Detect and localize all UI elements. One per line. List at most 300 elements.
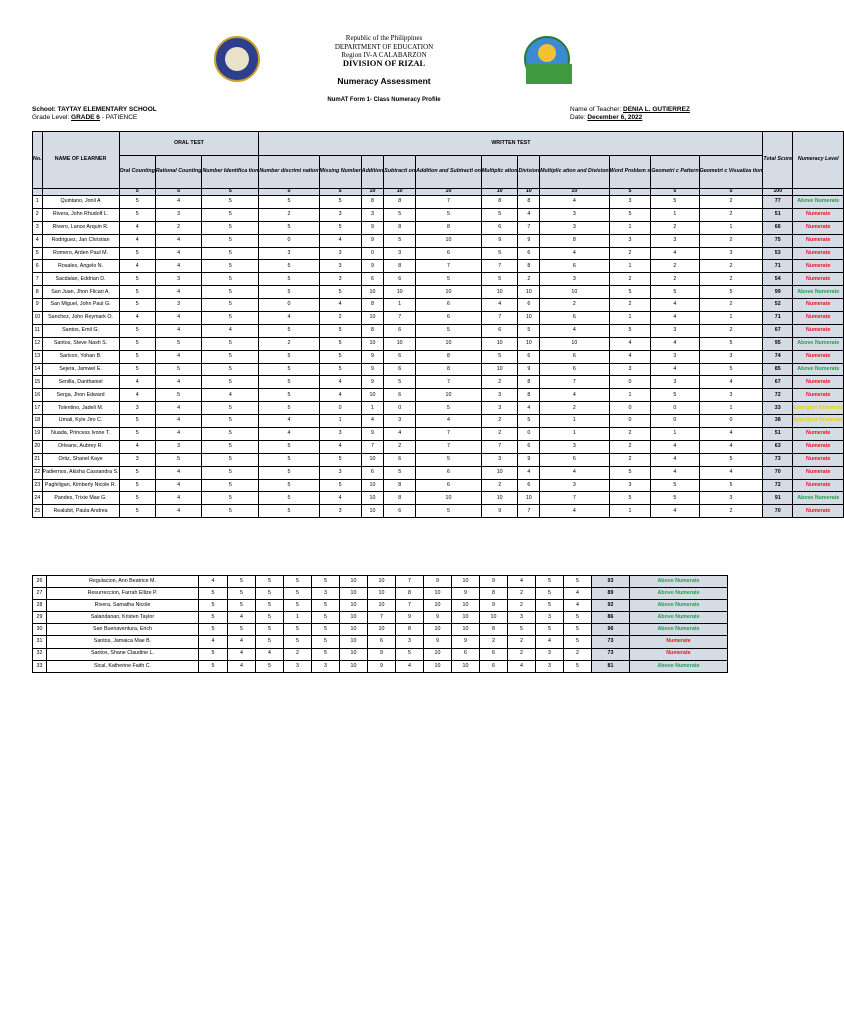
score-cell: 4 xyxy=(202,324,259,337)
total-score: 72 xyxy=(763,479,793,492)
score-cell: 5 xyxy=(256,588,284,600)
score-cell: 10 xyxy=(452,624,480,636)
max-score: 5 xyxy=(259,189,319,196)
score-cell: 5 xyxy=(536,576,564,588)
learner-no: 33 xyxy=(33,660,47,672)
score-cell: 2 xyxy=(609,299,651,312)
score-cell: 7 xyxy=(416,376,482,389)
score-cell: 4 xyxy=(119,234,155,247)
learner-name: Santos, Emil G. xyxy=(42,324,119,337)
total-score: 86 xyxy=(592,612,630,624)
learner-name: Rosales, Angelo N. xyxy=(42,260,119,273)
subtest-header: Number Identifica tion xyxy=(202,156,259,189)
total-score: 81 xyxy=(592,660,630,672)
score-cell: 2 xyxy=(259,337,319,350)
table-row xyxy=(33,576,728,588)
score-cell: 1 xyxy=(609,312,651,325)
score-cell: 4 xyxy=(518,208,540,221)
score-cell: 10 xyxy=(340,576,368,588)
score-cell: 2 xyxy=(481,415,518,428)
score-cell: 4 xyxy=(119,440,155,453)
score-cell: 10 xyxy=(518,337,540,350)
total-score: 72 xyxy=(763,389,793,402)
subtest-header: Geometri c Visualiza tion xyxy=(699,156,763,189)
score-cell: 5 xyxy=(119,337,155,350)
score-cell: 8 xyxy=(384,260,416,273)
score-cell: 4 xyxy=(651,299,699,312)
score-cell: 2 xyxy=(609,440,651,453)
learner-no: 9 xyxy=(33,299,43,312)
learner-no: 3 xyxy=(33,221,43,234)
score-cell: 10 xyxy=(361,337,383,350)
table-row xyxy=(33,247,844,260)
score-cell: 5 xyxy=(416,505,482,518)
table-row xyxy=(33,466,844,479)
numeracy-level: Numerate xyxy=(793,505,844,518)
score-cell: 5 xyxy=(202,402,259,415)
score-cell: 9 xyxy=(452,636,480,648)
score-cell: 4 xyxy=(119,389,155,402)
score-cell: 10 xyxy=(518,492,540,505)
score-cell: 4 xyxy=(540,247,610,260)
score-cell: 6 xyxy=(481,221,518,234)
score-cell: 5 xyxy=(319,479,361,492)
col-name-header: NAME OF LEARNER xyxy=(42,132,119,189)
score-cell: 5 xyxy=(202,492,259,505)
total-score-header: Total Score xyxy=(763,132,793,189)
score-cell: 5 xyxy=(416,453,482,466)
score-cell: 10 xyxy=(481,363,518,376)
score-cell: 5 xyxy=(119,363,155,376)
score-cell: 4 xyxy=(155,286,202,299)
page-title: Numeracy Assessment xyxy=(337,76,431,86)
score-cell: 5 xyxy=(284,576,312,588)
score-cell: 6 xyxy=(540,363,610,376)
score-cell: 8 xyxy=(396,624,424,636)
oral-test-header: ORAL TEST xyxy=(119,132,259,156)
score-cell: 5 xyxy=(699,479,763,492)
score-cell: 10 xyxy=(452,600,480,612)
score-cell: 5 xyxy=(202,376,259,389)
numeracy-level: Numerate xyxy=(793,208,844,221)
score-cell: 9 xyxy=(424,636,452,648)
score-cell: 9 xyxy=(481,234,518,247)
score-cell: 6 xyxy=(540,260,610,273)
learner-name: Sanchez, John Reymark O. xyxy=(42,312,119,325)
score-cell: 5 xyxy=(202,337,259,350)
subtest-header: Missing Number xyxy=(319,156,361,189)
score-cell: 4 xyxy=(609,350,651,363)
score-cell: 5 xyxy=(312,636,340,648)
score-cell: 5 xyxy=(199,624,228,636)
score-cell: 8 xyxy=(416,363,482,376)
score-cell: 4 xyxy=(481,299,518,312)
score-cell: 5 xyxy=(259,492,319,505)
learner-name: Pandes, Trixie Mae G. xyxy=(42,492,119,505)
score-cell: 1 xyxy=(384,299,416,312)
score-cell: 5 xyxy=(312,612,340,624)
numeracy-level: Numerate xyxy=(793,389,844,402)
score-cell: 6 xyxy=(518,299,540,312)
score-cell: 5 xyxy=(536,624,564,636)
table-row xyxy=(33,600,728,612)
score-cell: 0 xyxy=(384,402,416,415)
score-cell: 5 xyxy=(564,576,592,588)
numeracy-level: Above Numerate xyxy=(793,196,844,209)
table-row xyxy=(33,660,728,672)
score-cell: 4 xyxy=(564,588,592,600)
score-cell: 6 xyxy=(416,479,482,492)
learner-name: Senilla, Danthaniel xyxy=(42,376,119,389)
score-cell: 4 xyxy=(540,196,610,209)
score-cell: 3 xyxy=(536,660,564,672)
score-cell: 6 xyxy=(480,648,508,660)
score-cell: 4 xyxy=(651,312,699,325)
score-cell: 7 xyxy=(416,428,482,441)
learner-name: Padiernos, Akisha Cassandra S. xyxy=(42,466,119,479)
score-cell: 4 xyxy=(564,600,592,612)
score-cell: 6 xyxy=(416,299,482,312)
learner-no: 25 xyxy=(33,505,43,518)
score-cell: 3 xyxy=(259,247,319,260)
score-cell: 4 xyxy=(155,505,202,518)
max-blank xyxy=(33,189,43,196)
score-cell: 4 xyxy=(384,428,416,441)
score-cell: 10 xyxy=(424,648,452,660)
numeracy-level: Above Numerate xyxy=(793,337,844,350)
score-cell: 4 xyxy=(256,648,284,660)
learner-no: 2 xyxy=(33,208,43,221)
score-cell: 2 xyxy=(609,428,651,441)
score-cell: 10 xyxy=(384,286,416,299)
score-cell: 3 xyxy=(384,415,416,428)
score-cell: 3 xyxy=(699,492,763,505)
score-cell: 5 xyxy=(416,402,482,415)
score-cell: 4 xyxy=(155,376,202,389)
score-cell: 10 xyxy=(368,576,396,588)
score-cell: 1 xyxy=(699,221,763,234)
total-score: 63 xyxy=(763,440,793,453)
learner-no: 5 xyxy=(33,247,43,260)
score-cell: 2 xyxy=(508,588,536,600)
score-cell: 5 xyxy=(119,415,155,428)
score-cell: 7 xyxy=(368,612,396,624)
score-cell: 1 xyxy=(540,415,610,428)
score-cell: 2 xyxy=(699,208,763,221)
score-cell: 5 xyxy=(564,636,592,648)
score-cell: 3 xyxy=(536,648,564,660)
score-cell: 7 xyxy=(396,600,424,612)
learner-name: Realubit, Paula Andrea xyxy=(42,505,119,518)
learner-no: 11 xyxy=(33,324,43,337)
score-cell: 5 xyxy=(564,624,592,636)
score-cell: 3 xyxy=(536,612,564,624)
score-cell: 4 xyxy=(651,363,699,376)
table-row xyxy=(33,350,844,363)
total-score: 51 xyxy=(763,208,793,221)
score-cell: 5 xyxy=(651,492,699,505)
numeracy-level: Numerate xyxy=(793,234,844,247)
numeracy-level: Above Numerate xyxy=(630,576,728,588)
score-cell: 5 xyxy=(259,479,319,492)
score-cell: 5 xyxy=(259,402,319,415)
score-cell: 0 xyxy=(361,247,383,260)
score-cell: 5 xyxy=(228,624,256,636)
score-cell: 10 xyxy=(481,286,518,299)
learner-no: 28 xyxy=(33,600,47,612)
table-row xyxy=(33,312,844,325)
score-cell: 10 xyxy=(361,492,383,505)
score-cell: 5 xyxy=(319,453,361,466)
score-cell: 4 xyxy=(228,636,256,648)
score-cell: 5 xyxy=(319,324,361,337)
numeracy-profile-table-continued xyxy=(32,575,728,673)
teacher-value: DENIA L. GUTIERREZ xyxy=(623,106,690,113)
subtest-header: Subtracti on xyxy=(384,156,416,189)
score-cell: 4 xyxy=(609,337,651,350)
table-row xyxy=(33,428,844,441)
learner-name: San Juan, Jhon Flicari A. xyxy=(42,286,119,299)
score-cell: 5 xyxy=(119,273,155,286)
score-cell: 10 xyxy=(340,660,368,672)
score-cell: 10 xyxy=(368,624,396,636)
score-cell: 4 xyxy=(536,636,564,648)
score-cell: 0 xyxy=(651,402,699,415)
subtest-header: Addition xyxy=(361,156,383,189)
score-cell: 4 xyxy=(319,234,361,247)
score-cell: 10 xyxy=(452,612,480,624)
score-cell: 2 xyxy=(651,221,699,234)
learner-no: 26 xyxy=(33,576,47,588)
max-score: 10 xyxy=(361,189,383,196)
score-cell: 2 xyxy=(540,402,610,415)
score-cell: 3 xyxy=(651,350,699,363)
total-score: 38 xyxy=(763,415,793,428)
learner-no: 29 xyxy=(33,612,47,624)
score-cell: 5 xyxy=(536,588,564,600)
score-cell: 8 xyxy=(540,234,610,247)
score-cell: 6 xyxy=(540,312,610,325)
table-row xyxy=(33,260,844,273)
learner-name: Sical, Katherine Faith C. xyxy=(47,660,199,672)
score-cell: 3 xyxy=(119,453,155,466)
score-cell: 9 xyxy=(518,453,540,466)
numeracy-level: Emergent Numerate xyxy=(793,402,844,415)
score-cell: 2 xyxy=(699,505,763,518)
score-cell: 9 xyxy=(361,363,383,376)
score-cell: 0 xyxy=(609,415,651,428)
score-cell: 5 xyxy=(202,196,259,209)
score-cell: 5 xyxy=(312,648,340,660)
score-cell: 3 xyxy=(609,234,651,247)
score-cell: 5 xyxy=(609,286,651,299)
learner-no: 14 xyxy=(33,363,43,376)
score-cell: 5 xyxy=(518,415,540,428)
total-score: 73 xyxy=(592,636,630,648)
score-cell: 5 xyxy=(481,350,518,363)
score-cell: 0 xyxy=(609,376,651,389)
score-cell: 6 xyxy=(416,247,482,260)
table-row xyxy=(33,324,844,337)
score-cell: 2 xyxy=(284,648,312,660)
subtest-header: Multiplic ation and Division xyxy=(540,156,610,189)
score-cell: 9 xyxy=(518,234,540,247)
learner-no: 19 xyxy=(33,428,43,441)
score-cell: 2 xyxy=(609,453,651,466)
total-score: 51 xyxy=(763,428,793,441)
score-cell: 4 xyxy=(155,466,202,479)
max-score: 5 xyxy=(202,189,259,196)
score-cell: 3 xyxy=(155,208,202,221)
score-cell: 8 xyxy=(416,221,482,234)
numeracy-level: Above Numerate xyxy=(630,624,728,636)
score-cell: 2 xyxy=(481,376,518,389)
score-cell: 6 xyxy=(384,389,416,402)
score-cell: 7 xyxy=(396,576,424,588)
score-cell: 1 xyxy=(699,312,763,325)
score-cell: 10 xyxy=(481,466,518,479)
score-cell: 5 xyxy=(119,324,155,337)
table-row xyxy=(33,221,844,234)
score-cell: 4 xyxy=(651,247,699,260)
table-row xyxy=(33,196,844,209)
table-row xyxy=(33,337,844,350)
score-cell: 2 xyxy=(609,247,651,260)
score-cell: 5 xyxy=(199,600,228,612)
score-cell: 9 xyxy=(481,505,518,518)
score-cell: 3 xyxy=(651,324,699,337)
score-cell: 5 xyxy=(284,588,312,600)
score-cell: 5 xyxy=(319,363,361,376)
numeracy-level: Numerate xyxy=(793,428,844,441)
subtest-header: Number discrimi nation xyxy=(259,156,319,189)
score-cell: 6 xyxy=(518,440,540,453)
date-label: Date: xyxy=(570,114,586,121)
score-cell: 5 xyxy=(699,286,763,299)
score-cell: 4 xyxy=(416,415,482,428)
table-row xyxy=(33,440,844,453)
score-cell: 0 xyxy=(319,402,361,415)
score-cell: 5 xyxy=(259,350,319,363)
numeracy-level: Above Numerate xyxy=(630,660,728,672)
learner-name: Umali, Kyle Jiro C. xyxy=(42,415,119,428)
learner-name: Rodriguez, Jan Christian xyxy=(42,234,119,247)
form-title: NumAT Form 1- Class Numeracy Profile xyxy=(327,97,441,103)
score-cell: 9 xyxy=(480,600,508,612)
score-cell: 7 xyxy=(518,221,540,234)
numeracy-level: Numerate xyxy=(793,299,844,312)
score-cell: 9 xyxy=(361,350,383,363)
score-cell: 5 xyxy=(155,389,202,402)
total-score: 54 xyxy=(763,273,793,286)
score-cell: 1 xyxy=(651,208,699,221)
score-cell: 4 xyxy=(651,440,699,453)
total-score: 70 xyxy=(763,505,793,518)
total-score: 85 xyxy=(763,363,793,376)
score-cell: 3 xyxy=(119,402,155,415)
learner-no: 8 xyxy=(33,286,43,299)
score-cell: 4 xyxy=(155,196,202,209)
score-cell: 7 xyxy=(518,505,540,518)
total-score: 75 xyxy=(763,234,793,247)
score-cell: 9 xyxy=(424,612,452,624)
score-cell: 6 xyxy=(384,363,416,376)
total-score: 74 xyxy=(763,350,793,363)
total-score: 93 xyxy=(592,576,630,588)
total-score: 91 xyxy=(763,492,793,505)
score-cell: 3 xyxy=(481,402,518,415)
score-cell: 5 xyxy=(259,196,319,209)
score-cell: 4 xyxy=(540,389,610,402)
score-cell: 3 xyxy=(651,234,699,247)
score-cell: 5 xyxy=(259,221,319,234)
score-cell: 5 xyxy=(609,492,651,505)
max-score: 10 xyxy=(384,189,416,196)
score-cell: 2 xyxy=(699,299,763,312)
table-row xyxy=(33,389,844,402)
score-cell: 5 xyxy=(416,273,482,286)
score-cell: 4 xyxy=(155,247,202,260)
max-blank xyxy=(42,189,119,196)
score-cell: 4 xyxy=(518,466,540,479)
written-test-header: WRITTEN TEST xyxy=(259,132,763,156)
score-cell: 1 xyxy=(699,402,763,415)
score-cell: 5 xyxy=(202,260,259,273)
score-cell: 5 xyxy=(199,660,228,672)
teacher-info xyxy=(570,106,690,113)
learner-name: Ortiz, Shanel Kaye xyxy=(42,453,119,466)
score-cell: 4 xyxy=(119,376,155,389)
score-cell: 10 xyxy=(416,492,482,505)
score-cell: 8 xyxy=(361,196,383,209)
subtest-header: Word Problem s xyxy=(609,156,651,189)
score-cell: 5 xyxy=(259,440,319,453)
learner-no: 32 xyxy=(33,648,47,660)
score-cell: 3 xyxy=(361,208,383,221)
score-cell: 4 xyxy=(319,389,361,402)
subtest-header: Division xyxy=(518,156,540,189)
score-cell: 5 xyxy=(319,350,361,363)
table-row xyxy=(33,286,844,299)
school-label: School: TAYTAY ELEMENTARY SCHOOL xyxy=(32,106,157,113)
score-cell: 5 xyxy=(202,466,259,479)
score-cell: 6 xyxy=(384,324,416,337)
score-cell: 8 xyxy=(480,624,508,636)
score-cell: 0 xyxy=(259,299,319,312)
score-cell: 5 xyxy=(259,376,319,389)
score-cell: 0 xyxy=(518,428,540,441)
total-score: 77 xyxy=(763,196,793,209)
score-cell: 5 xyxy=(119,428,155,441)
score-cell: 10 xyxy=(384,337,416,350)
score-cell: 10 xyxy=(340,612,368,624)
score-cell: 5 xyxy=(259,260,319,273)
learner-name: Santos, Jamaica Mae B. xyxy=(47,636,199,648)
score-cell: 5 xyxy=(284,600,312,612)
score-cell: 10 xyxy=(361,505,383,518)
score-cell: 5 xyxy=(312,624,340,636)
numeracy-level: Above Numerate xyxy=(793,363,844,376)
score-cell: 1 xyxy=(540,428,610,441)
subtest-header: Multiplic ation xyxy=(481,156,518,189)
score-cell: 7 xyxy=(540,492,610,505)
numeracy-level: Numerate xyxy=(630,648,728,660)
learner-no: 18 xyxy=(33,415,43,428)
score-cell: 5 xyxy=(312,576,340,588)
table-row xyxy=(33,636,728,648)
learner-no: 22 xyxy=(33,466,43,479)
score-cell: 7 xyxy=(481,440,518,453)
